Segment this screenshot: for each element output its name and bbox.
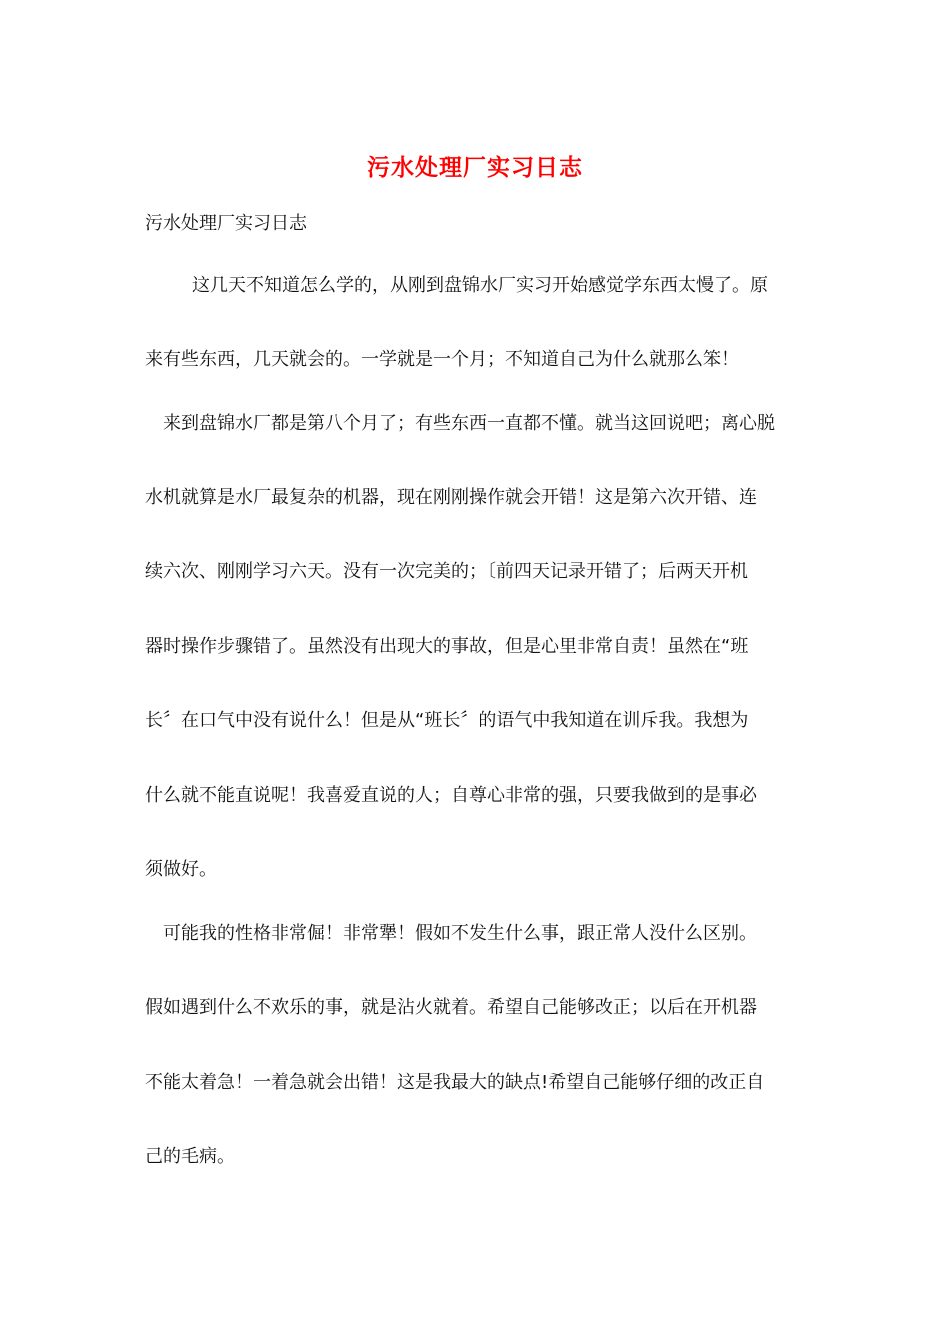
paragraph-1-line-2: 来有些东西，几天就会的。一学就是一个月；不知道自己为什么就那么笨！ — [145, 349, 739, 370]
paragraph-3-line-4: 己的毛病。 — [145, 1146, 235, 1167]
paragraph-2-line-6: 什么就不能直说呢！我喜爱直说的人；自尊心非常的强，只要我做到的是事必 — [145, 785, 757, 806]
paragraph-3-line-2: 假如遇到什么不欢乐的事，就是沾火就着。希望自己能够改正；以后在开机器 — [145, 997, 757, 1018]
paragraph-2-line-1: 来到盘锦水厂都是第八个月了；有些东西一直都不懂。就当这回说吧；离心脱 — [163, 413, 775, 434]
paragraph-2-line-2: 水机就算是水厂最复杂的机器，现在刚刚操作就会开错！这是第六次开错、连 — [145, 487, 757, 508]
paragraph-3-line-3: 不能太着急！一着急就会出错！这是我最大的缺点!希望自己能够仔细的改正自 — [145, 1072, 765, 1093]
paragraph-2-line-4: 器时操作步骤错了。虽然没有出现大的事故，但是心里非常自责！虽然在“班 — [145, 636, 749, 657]
paragraph-3-line-1: 可能我的性格非常倔！非常犟！假如不发生什么事，跟正常人没什么区别。 — [163, 923, 757, 944]
document-subtitle: 污水处理厂实习日志 — [145, 213, 307, 234]
paragraph-1-line-1: 这几天不知道怎么学的，从刚到盘锦水厂实习开始感觉学东西太慢了。原 — [192, 275, 768, 296]
document-title: 污水处理厂实习日志 — [367, 154, 583, 181]
paragraph-2-line-3: 续六次、刚刚学习六天。没有一次完美的；〔前四天记录开错了；后两天开机 — [145, 561, 748, 582]
paragraph-2-line-7: 须做好。 — [145, 859, 217, 880]
paragraph-2-line-5: 长〞在口气中没有说什么！但是从“班长〞的语气中我知道在训斥我。我想为 — [145, 710, 749, 731]
